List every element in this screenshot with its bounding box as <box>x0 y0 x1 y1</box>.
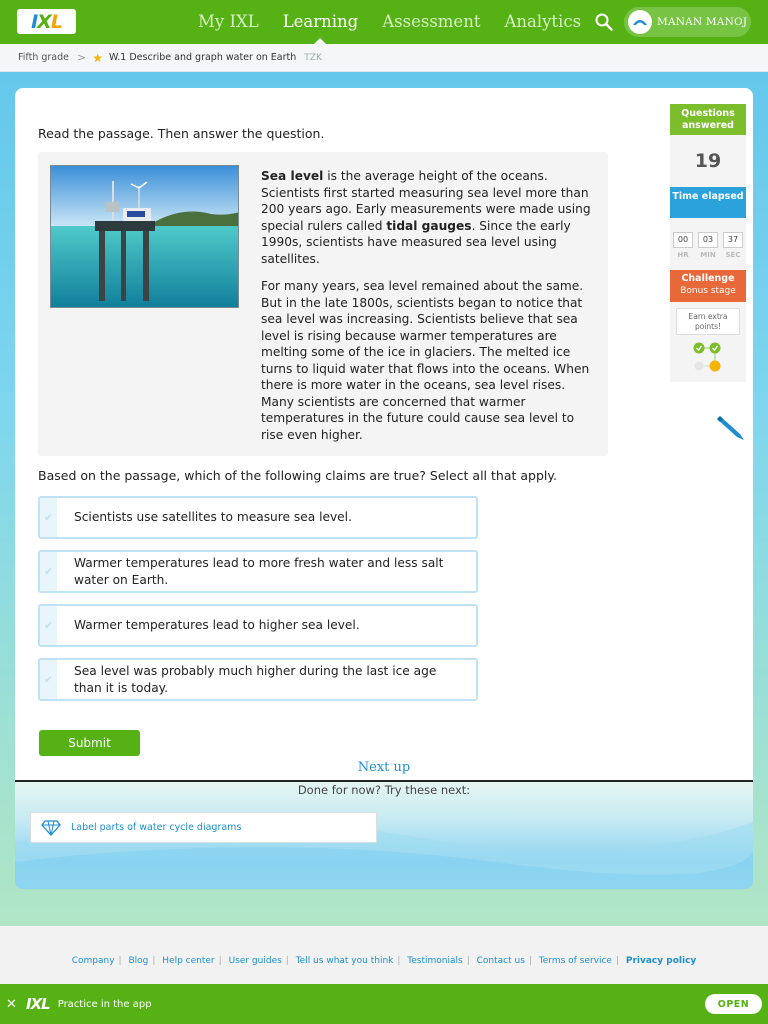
check-icon: ✔ <box>40 660 57 699</box>
user-name: MANAN MANOJ <box>657 16 748 28</box>
answer-choice[interactable] <box>38 496 478 539</box>
challenge-title: Challenge <box>681 273 735 284</box>
check-dot-icon <box>710 343 721 354</box>
footer-link-privacy[interactable]: Privacy policy <box>625 956 697 966</box>
pencil-icon[interactable] <box>716 412 746 442</box>
challenge-label <box>670 270 746 302</box>
check-icon: ✔ <box>40 552 57 591</box>
check-dot-icon <box>694 343 705 354</box>
logo-text: IXL <box>31 10 62 33</box>
answer-choice[interactable] <box>38 604 478 647</box>
close-icon[interactable]: ✕ <box>6 996 17 1012</box>
timer-minutes-unit: MIN <box>700 251 716 259</box>
nav-analytics[interactable]: Analytics <box>504 12 582 31</box>
passage-paragraph-2: For many years, sea level remained about the same. But in the late 1800s, scientists began to notice that sea level was increasing. Scientists believe that sea level is rising because warmer temperatures are melting some of the ice in glaciers. The melted ice turns to liquid water that flows into the oceans. When there is more water in the oceans, sea level rises. Many scientists are concerned that warmer temperatures in the future could cause sea level to rise even higher. <box>261 279 590 442</box>
timer-seconds: 37 <box>723 232 743 248</box>
check-icon: ✔ <box>40 606 57 645</box>
passage-text <box>261 168 593 454</box>
next-up-title: Next up <box>357 760 411 775</box>
question-prompt: Based on the passage, which of the following claims are true? Select all that apply. <box>38 468 557 483</box>
timer-hours: 00 <box>673 232 693 248</box>
questions-answered-value: 19 <box>670 135 746 187</box>
open-app-button[interactable]: OPEN <box>705 994 762 1014</box>
questions-answered-label: Questions answered <box>670 104 746 135</box>
app-banner <box>0 984 768 1024</box>
footer-link-blog[interactable]: Blog <box>128 956 149 966</box>
answer-choice-text: Scientists use satellites to measure sea level. <box>74 510 352 525</box>
footer-link-testimonials[interactable]: Testimonials <box>407 956 463 966</box>
footer-link-terms[interactable]: Terms of service <box>538 956 612 966</box>
footer-link-company[interactable]: Company <box>71 956 115 966</box>
challenge-subtitle: Bonus stage <box>680 286 736 296</box>
timer-hours-unit: HR <box>677 251 689 259</box>
term-sea-level: Sea level <box>261 169 324 183</box>
footer-link-feedback[interactable]: Tell us what you think <box>295 956 394 966</box>
star-icon: ★ <box>92 50 103 65</box>
tidal-gauge-photo <box>50 165 239 308</box>
answer-choice[interactable] <box>38 658 478 701</box>
footer <box>0 926 768 988</box>
app-banner-text: Practice in the app <box>57 998 152 1010</box>
passage-text-run: is the average height of the oceans. Scientists first started measuring sea level more than 200 years ago. Early measurements were made using special rulers called <box>261 169 591 233</box>
nav-learning[interactable]: Learning <box>283 0 359 44</box>
search-icon[interactable] <box>594 12 614 32</box>
answer-choice-text: Warmer temperatures lead to higher sea level. <box>74 618 360 633</box>
practice-panel <box>15 88 753 780</box>
instruction-text: Read the passage. Then answer the question. <box>38 126 325 141</box>
footer-link-help-center[interactable]: Help center <box>162 956 215 966</box>
footer-link-user-guides[interactable]: User guides <box>228 956 282 966</box>
footer-link-contact-us[interactable]: Contact us <box>476 956 525 966</box>
recommended-skill-label: Label parts of water cycle diagrams <box>71 822 242 833</box>
avatar-icon <box>631 13 649 31</box>
recommended-skill-card[interactable] <box>30 812 377 843</box>
top-nav-bar <box>0 0 768 44</box>
footer-links: Company | Blog | Help center | User guides | Tell us what you think | Testimonials | Contact us | Terms of service | Privacy policy <box>71 956 697 966</box>
passage-paragraph-1 <box>261 168 593 267</box>
avatar <box>628 10 652 34</box>
skill-code: TZK <box>304 52 322 63</box>
app-banner-logo: IXL <box>26 995 50 1013</box>
answer-choice[interactable] <box>38 550 478 593</box>
user-menu-button[interactable] <box>624 7 751 37</box>
timer-minutes: 03 <box>698 232 718 248</box>
answer-choice-text: Warmer temperatures lead to more fresh water and less salt water on Earth. <box>74 556 444 587</box>
submit-button[interactable]: Submit <box>39 730 140 756</box>
challenge-progress <box>670 302 746 382</box>
time-elapsed-value <box>670 218 746 270</box>
check-icon: ✔ <box>40 498 57 537</box>
nav-assessment[interactable]: Assessment <box>382 12 481 31</box>
earn-points-text: Earn extra points! <box>676 308 740 335</box>
breadcrumb <box>0 44 768 72</box>
chevron-right-icon: > <box>77 51 87 64</box>
breadcrumb-skill: W.1 Describe and graph water on Earth <box>108 52 297 63</box>
term-tidal-gauges: tidal gauges <box>386 218 472 233</box>
passage-box <box>38 152 608 456</box>
ixl-logo[interactable] <box>17 9 76 34</box>
breadcrumb-grade[interactable]: Fifth grade <box>18 52 69 63</box>
time-elapsed-label: Time elapsed <box>670 187 746 218</box>
next-up-subtitle: Done for now? Try these next: <box>297 783 471 797</box>
main-nav <box>198 0 605 44</box>
nav-my-ixl[interactable]: My IXL <box>198 12 259 31</box>
timer-seconds-unit: SEC <box>725 251 741 259</box>
passage-text-run: . Since the early 1990s, scientists have measured sea level using satellites. <box>261 218 571 266</box>
challenge-progress-dots <box>670 340 746 372</box>
answer-choice-text: Sea level was probably much higher during the last ice age than it is today. <box>74 664 437 695</box>
diamond-icon <box>41 820 61 836</box>
